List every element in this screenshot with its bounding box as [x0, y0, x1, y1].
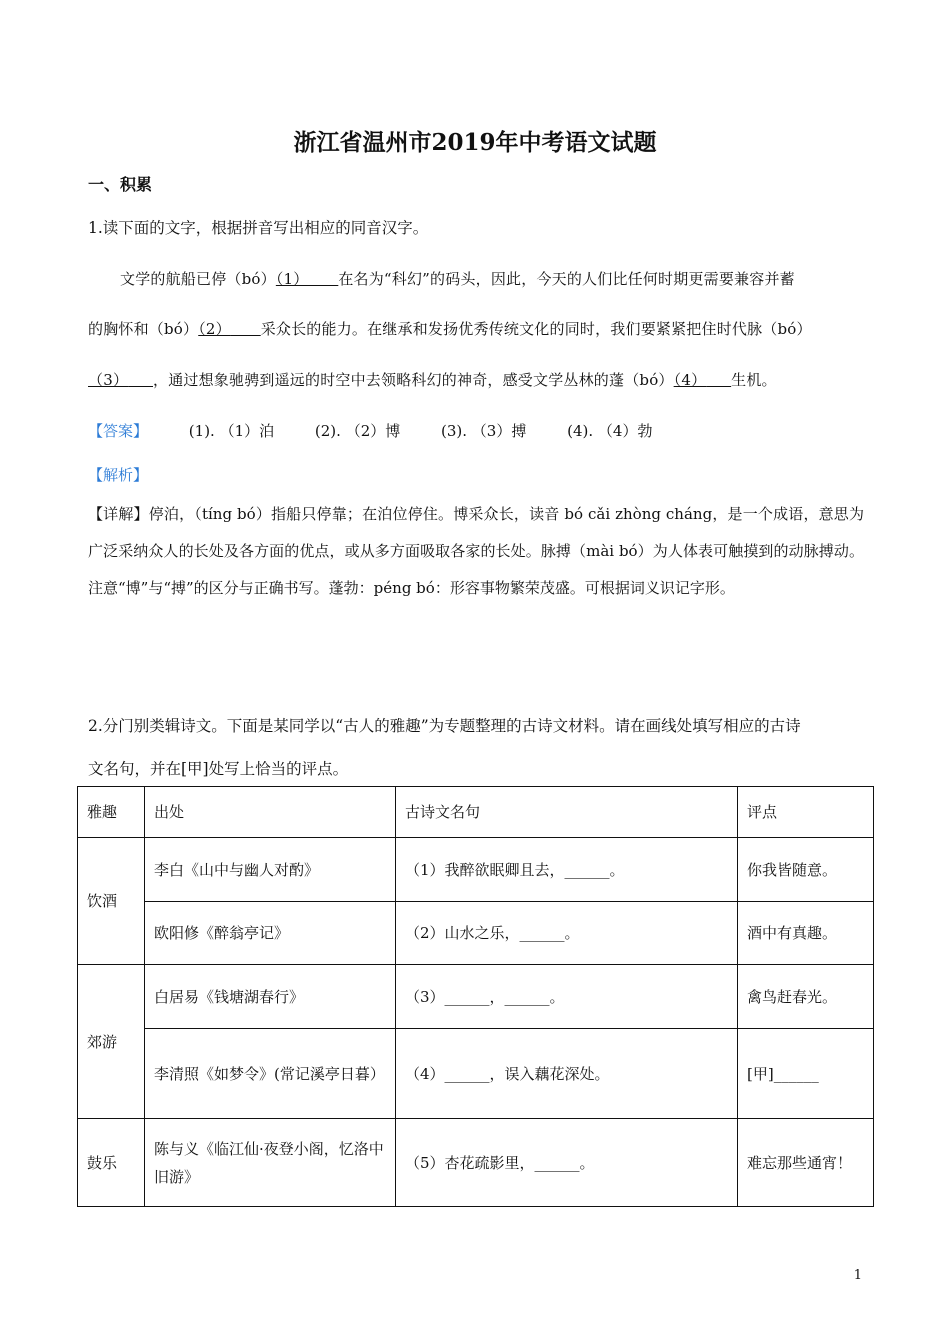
- passage-text: 在名为“科幻”的码头，因此，今天的人们比任何时期更需要兼容并蓄: [338, 270, 795, 288]
- blank-4: （4）: [673, 371, 707, 389]
- line-cell: （1）我醉欲眠卿且去，______。: [396, 838, 738, 902]
- comment-cell: [甲]______: [738, 1029, 874, 1119]
- table-header-row: [78, 787, 874, 838]
- line-cell: （3）______，______。: [396, 965, 738, 1029]
- table-row: [78, 965, 874, 1029]
- group-cell: 郊游: [78, 965, 145, 1119]
- section-heading: 一、积累: [88, 175, 153, 194]
- passage-line-3: [88, 369, 777, 390]
- comment-cell: 酒中有真趣。: [738, 902, 874, 965]
- source-cell: 欧阳修《醉翁亭记》: [145, 902, 396, 965]
- line-cell: （5）杏花疏影里，______。: [396, 1119, 738, 1207]
- comment-cell: 你我皆随意。: [738, 838, 874, 902]
- source-cell: 陈与义《临江仙·夜登小阁，忆洛中旧游》: [145, 1119, 396, 1207]
- analysis-tag: 【解析】: [88, 466, 149, 484]
- passage-text: 文学的航船已停（bó）: [120, 270, 276, 288]
- analysis-detail: 【详解】停泊，（tíng bó）指船只停靠；在泊位停住。博采众长，读音 bó cǎi zhòng cháng，是一个成语，意思为广泛采纳众人的长处及各方面的优点，或从多方面吸取各家的长处。脉搏（mài bó）为人体表可触摸到的动脉搏动。注意“博”与“搏”的区分与正确书写。蓬勃：péng bó：形容事物繁荣茂盛。可根据词义识记字形。: [88, 505, 864, 597]
- table-row: [78, 1119, 874, 1207]
- header-cell: 评点: [738, 787, 874, 838]
- source-cell: 李清照《如梦令》(常记溪亭日暮）: [145, 1029, 396, 1119]
- source-cell: 白居易《钱塘湖春行》: [145, 965, 396, 1029]
- answer-row: [88, 420, 652, 441]
- answer-item: (1). （1）泊: [188, 422, 275, 440]
- header-cell: 雅趣: [78, 787, 145, 838]
- page-number: 1: [853, 1268, 862, 1283]
- passage-line-2: [88, 318, 812, 339]
- passage-text: 的胸怀和（bó）: [88, 320, 199, 338]
- answer-item: (4). （4）勃: [567, 422, 653, 440]
- question-2-prompt-line-2: 文名句，并在[甲]处写上恰当的评点。: [88, 760, 349, 778]
- table-row: [78, 1029, 874, 1119]
- passage-text: ，通过想象驰骋到遥远的时空中去领略科幻的神奇，感受文学丛林的蓬（bó）: [153, 371, 674, 389]
- group-cell: 饮酒: [78, 838, 145, 965]
- poetry-table: [77, 786, 874, 1207]
- answer-item: (3). （3）搏: [441, 422, 527, 440]
- comment-cell: 禽鸟赶春光。: [738, 965, 874, 1029]
- question-2-prompt-line-1: 2.分门别类辑诗文。下面是某同学以“古人的雅趣”为专题整理的古诗文材料。请在画线处填写相应的古诗: [88, 717, 801, 735]
- table-row: [78, 902, 874, 965]
- table-row: [78, 838, 874, 902]
- passage-text: 采众长的能力。在继承和发扬优秀传统文化的同时，我们要紧紧把住时代脉（bó）: [260, 320, 812, 338]
- comment-cell: 难忘那些通宵！: [738, 1119, 874, 1207]
- header-cell: 古诗文名句: [396, 787, 738, 838]
- group-cell: 鼓乐: [78, 1119, 145, 1207]
- header-cell: 出处: [145, 787, 396, 838]
- blank-3: （3）: [88, 371, 129, 389]
- line-cell: （4）______，误入藕花深处。: [396, 1029, 738, 1119]
- line-cell: （2）山水之乐，______。: [396, 902, 738, 965]
- blank-1: （1）: [275, 270, 309, 288]
- passage-text: 生机。: [731, 371, 777, 389]
- question-1-prompt: 1.读下面的文字，根据拼音写出相应的同音汉字。: [88, 219, 429, 237]
- page-title: 浙江省温州市2019年中考语文试题: [293, 129, 657, 156]
- source-cell: 李白《山中与幽人对酌》: [145, 838, 396, 902]
- answer-tag: 【答案】: [88, 422, 149, 440]
- passage-line-1: [120, 268, 795, 289]
- answer-item: (2). （2）博: [314, 422, 401, 440]
- blank-2: （2）: [198, 320, 231, 338]
